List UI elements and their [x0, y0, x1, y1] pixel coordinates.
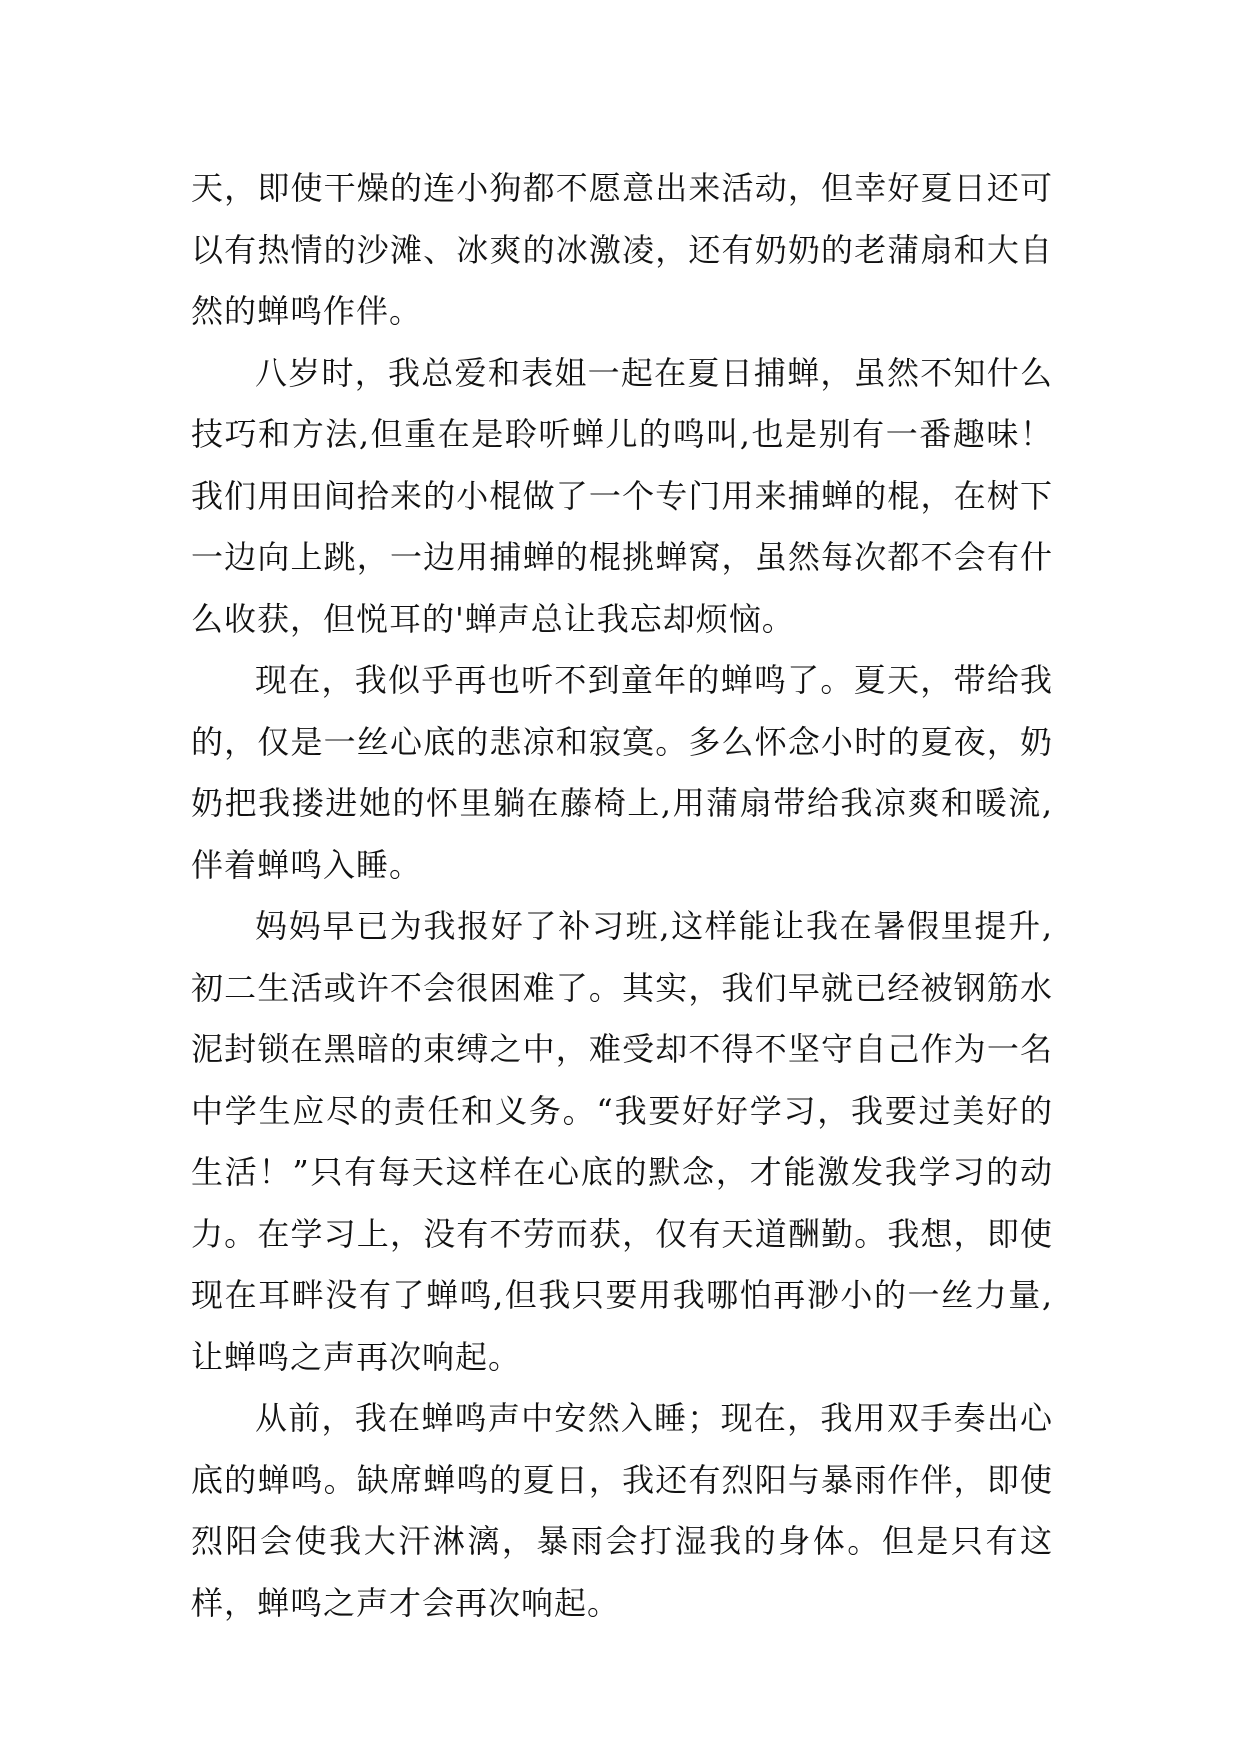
essay-body [191, 158, 1053, 1634]
paragraph-2: 八岁时，我总爱和表姐一起在夏日捕蝉，虽然不知什么技巧和方法,但重在是聆听蝉儿的鸣叫,也是别有一番趣味！我们用田间拾来的小棍做了一个专门用来捕蝉的棍，在树下一边向上跳，一边用捕蝉的棍挑蝉窝，虽然每次都不会有什么收获，但悦耳的'蝉声总让我忘却烦恼。 [191, 353, 1053, 638]
paragraph-1: 天，即使干燥的连小狗都不愿意出来活动，但幸好夏日还可以有热情的沙滩、冰爽的冰激凌，还有奶奶的老蒲扇和大自然的蝉鸣作伴。 [191, 169, 1053, 330]
paragraph-4: 妈妈早已为我报好了补习班,这样能让我在暑假里提升,初二生活或许不会很困难了。其实，我们早就已经被钢筋水泥封锁在黑暗的束缚之中，难受却不得不坚守自己作为一名中学生应尽的责任和义务。“我要好好学习，我要过美好的生活！”只有每天这样在心底的默念，才能激发我学习的动力。在学习上，没有不劳而获，仅有天道酬勤。我想，即使现在耳畔没有了蝉鸣,但我只要用我哪怕再渺小的一丝力量,让蝉鸣之声再次响起。 [191, 907, 1053, 1376]
paragraph-5: 从前，我在蝉鸣声中安然入睡；现在，我用双手奏出心底的蝉鸣。缺席蝉鸣的夏日，我还有烈阳与暴雨作伴，即使烈阳会使我大汗淋漓，暴雨会打湿我的身体。但是只有这样，蝉鸣之声才会再次响起。 [191, 1399, 1053, 1622]
paragraph-3: 现在，我似乎再也听不到童年的蝉鸣了。夏天，带给我的，仅是一丝心底的悲凉和寂寞。多么怀念小时的夏夜，奶奶把我搂进她的怀里躺在藤椅上,用蒲扇带给我凉爽和暖流,伴着蝉鸣入睡。 [191, 661, 1053, 884]
